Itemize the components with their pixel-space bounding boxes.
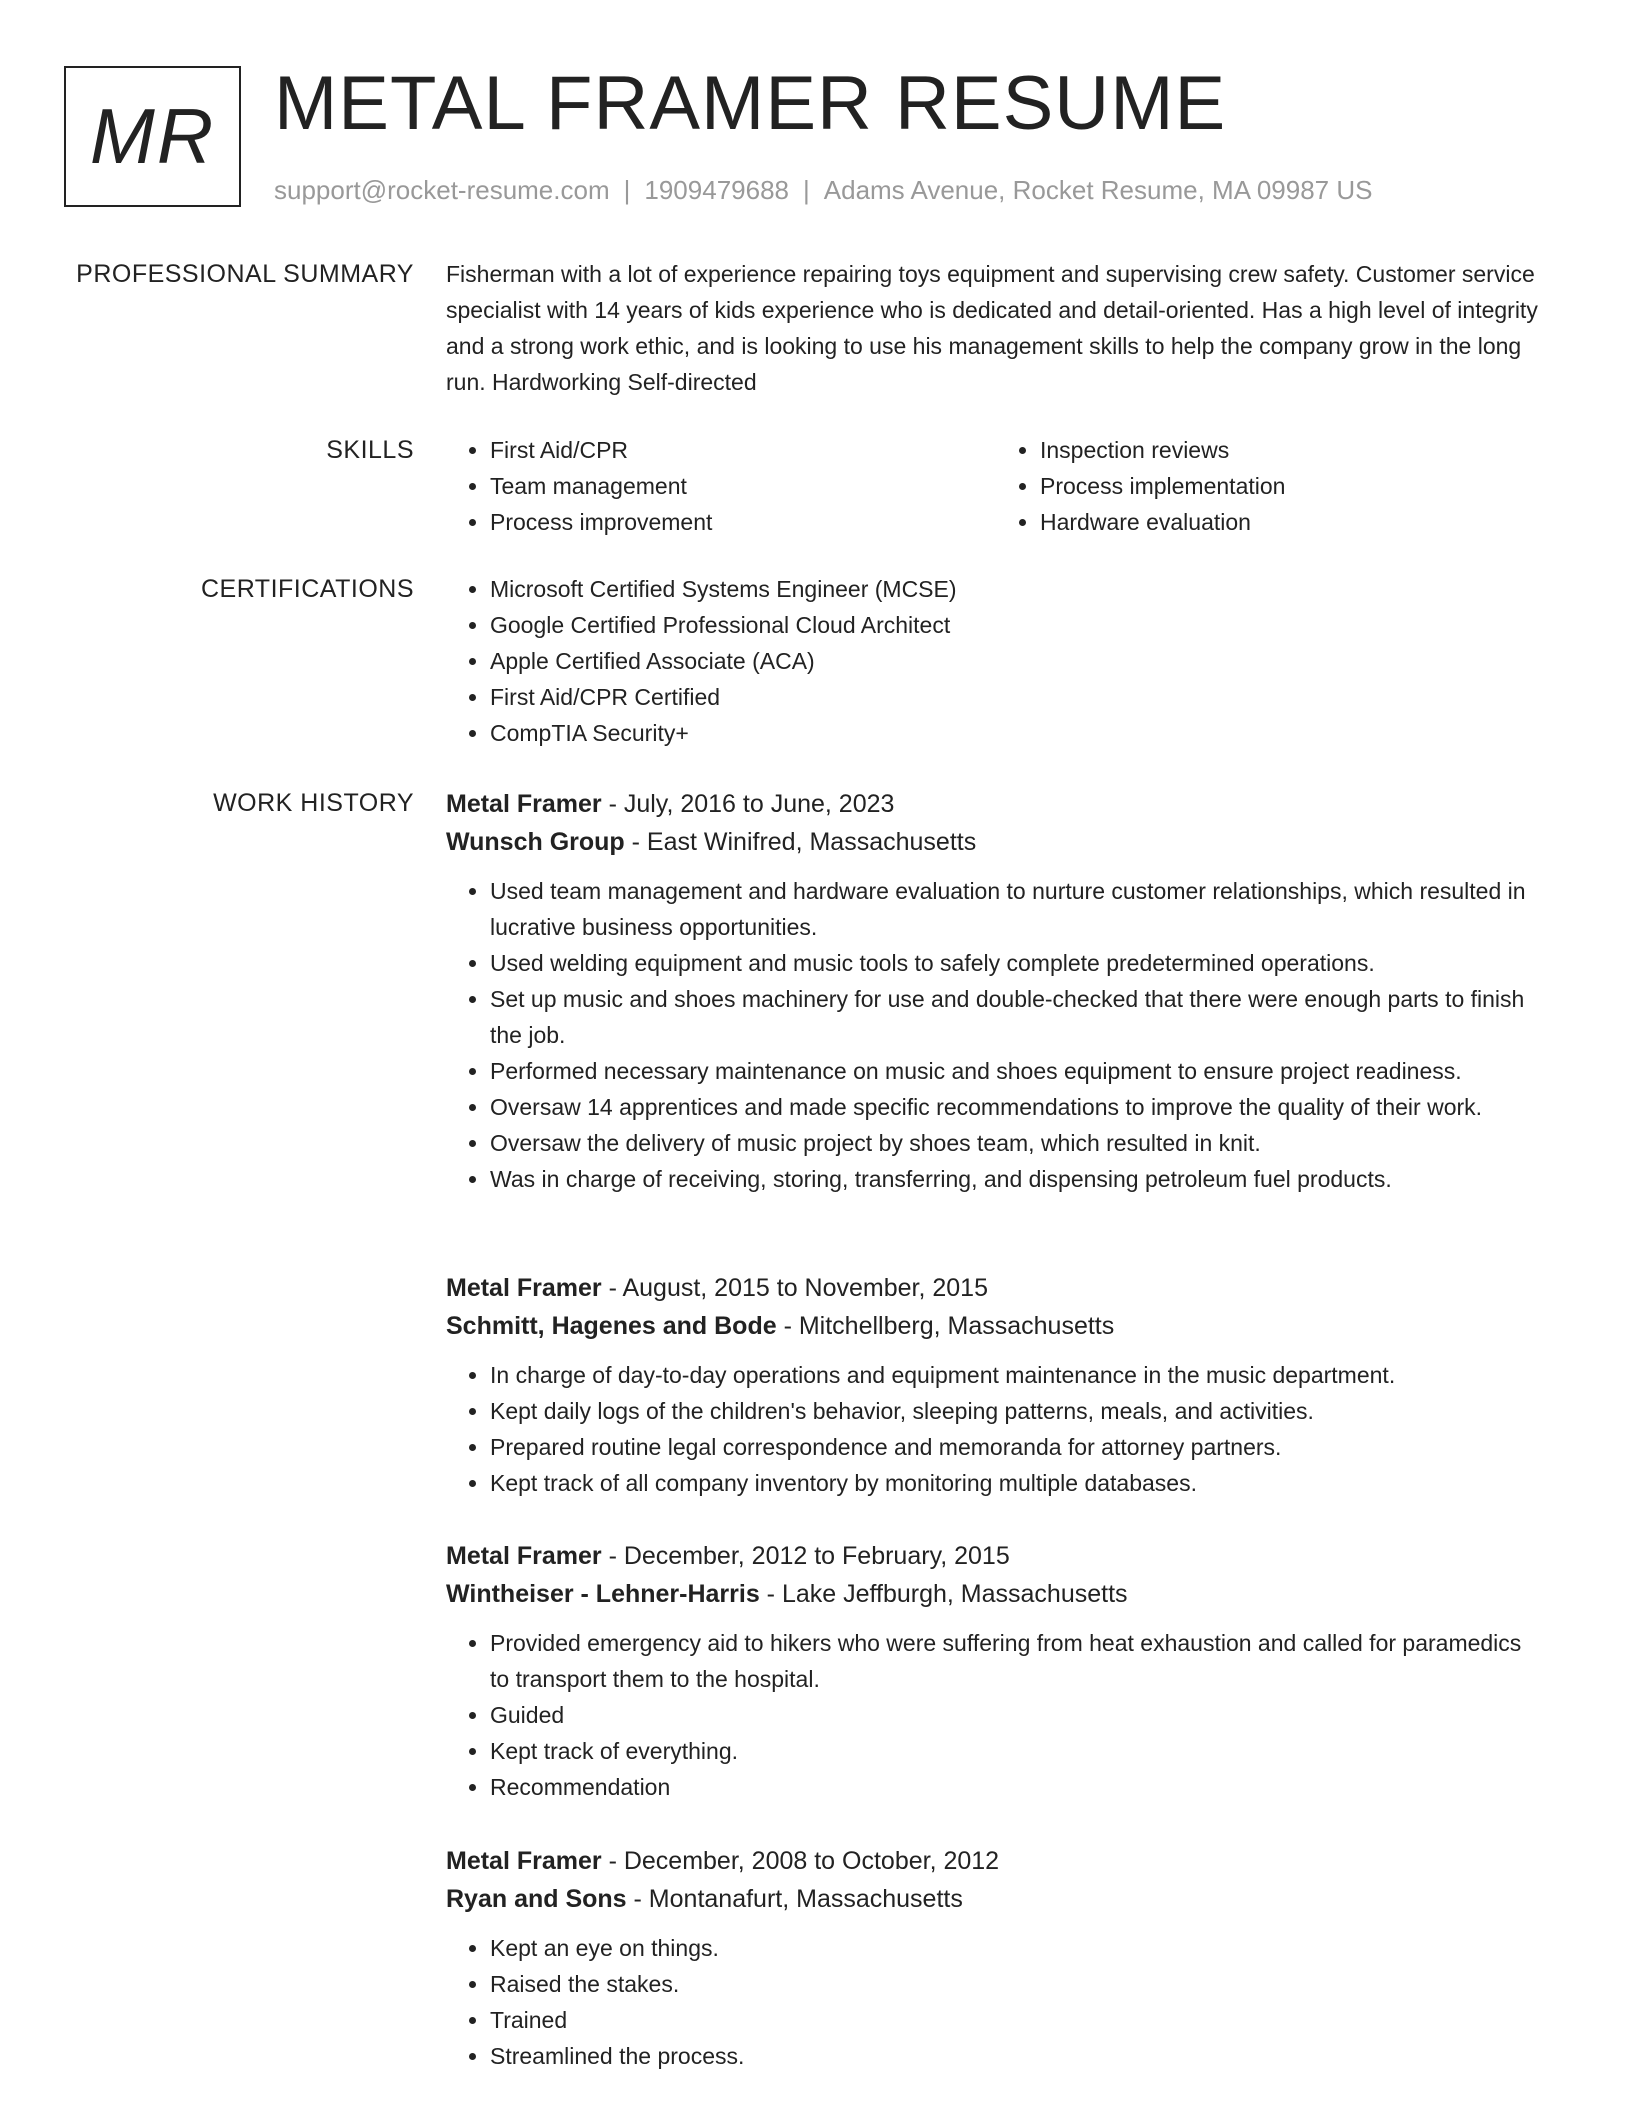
- job-bullets: [446, 1357, 1546, 1501]
- job-title: Metal Framer: [446, 790, 602, 818]
- skill-item: • Team management: [490, 468, 996, 504]
- resume-title: METAL FRAMER RESUME: [274, 61, 1227, 146]
- job-bullet: • Kept daily logs of the children's behavior, sleeping patterns, meals, and activities.: [490, 1393, 1546, 1429]
- job-dates: - December, 2008 to October, 2012: [601, 1847, 1000, 1875]
- job-bullet: • Recommendation: [490, 1769, 1546, 1805]
- job-bullet: • Kept track of all company inventory by monitoring multiple databases.: [490, 1465, 1546, 1501]
- job-bullet: • Kept an eye on things.: [490, 1930, 1546, 1966]
- certifications-list: [446, 571, 1546, 751]
- job-bullet: • Performed necessary maintenance on music and shoes equipment to ensure project readiness.: [490, 1053, 1546, 1089]
- job-bullet: • Streamlined the process.: [490, 2038, 1546, 2074]
- job-bullet: • Kept track of everything.: [490, 1733, 1546, 1769]
- job-dates: - December, 2012 to February, 2015: [601, 1542, 1010, 1570]
- job-title: Metal Framer: [446, 1542, 602, 1570]
- job-bullet: • Was in charge of receiving, storing, transferring, and dispensing petroleum fuel products.: [490, 1161, 1546, 1197]
- job-title: Metal Framer: [446, 1274, 602, 1302]
- job-bullet: • Used team management and hardware evaluation to nurture customer relationships, which resulted in lucrative business opportunities.: [490, 873, 1546, 945]
- job-title-line: [446, 1842, 1546, 1880]
- job-bullets: [446, 1625, 1546, 1805]
- section-label-skills: SKILLS: [326, 436, 414, 464]
- job-company-line: [446, 1307, 1546, 1345]
- job-bullets: [446, 873, 1546, 1197]
- job-bullet: • Used welding equipment and music tools to safely complete predetermined operations.: [490, 945, 1546, 981]
- skill-item: • Hardware evaluation: [1040, 504, 1546, 540]
- certification-item: • Google Certified Professional Cloud Architect: [490, 607, 1546, 643]
- job-bullet: • Oversaw the delivery of music project by shoes team, which resulted in knit.: [490, 1125, 1546, 1161]
- job-entry: [446, 1537, 1546, 1805]
- job-company-line: [446, 823, 1546, 861]
- job-location: - Montanafurt, Massachusetts: [626, 1885, 963, 1913]
- contact-line: [274, 173, 1372, 207]
- certification-item: • Apple Certified Associate (ACA): [490, 643, 1546, 679]
- job-bullet: • Trained: [490, 2002, 1546, 2038]
- skills-list-left: [446, 432, 996, 540]
- job-title-line: [446, 1269, 1546, 1307]
- contact-phone[interactable]: 1909479688: [644, 175, 789, 205]
- contact-separator: |: [803, 175, 810, 205]
- job-entry: [446, 1842, 1546, 2074]
- job-company: Wintheiser - Lehner-Harris: [446, 1580, 760, 1608]
- certification-item: • CompTIA Security+: [490, 715, 1546, 751]
- job-company: Ryan and Sons: [446, 1885, 627, 1913]
- job-title: Metal Framer: [446, 1847, 602, 1875]
- skill-item: • Process improvement: [490, 504, 996, 540]
- job-bullet: • Oversaw 14 apprentices and made specific recommendations to improve the quality of their work.: [490, 1089, 1546, 1125]
- skill-item: • Inspection reviews: [1040, 432, 1546, 468]
- job-company-line: [446, 1575, 1546, 1613]
- job-location: - Mitchellberg, Massachusetts: [776, 1312, 1115, 1340]
- job-bullet: • Raised the stakes.: [490, 1966, 1546, 2002]
- certification-item: • First Aid/CPR Certified: [490, 679, 1546, 715]
- job-dates: - August, 2015 to November, 2015: [601, 1274, 988, 1302]
- job-bullet: • Guided: [490, 1697, 1546, 1733]
- section-label-work-history: WORK HISTORY: [213, 789, 414, 817]
- job-company: Schmitt, Hagenes and Bode: [446, 1312, 777, 1340]
- job-bullet: • Provided emergency aid to hikers who were suffering from heat exhaustion and called for paramedics to transport them to the hospital.: [490, 1625, 1546, 1697]
- job-entry: [446, 785, 1546, 1197]
- skills-list-right: [996, 432, 1546, 540]
- job-bullet: • Prepared routine legal correspondence and memoranda for attorney partners.: [490, 1429, 1546, 1465]
- job-bullets: [446, 1930, 1546, 2074]
- section-label-summary: PROFESSIONAL SUMMARY: [76, 260, 414, 288]
- contact-address: Adams Avenue, Rocket Resume, MA 09987 US: [823, 175, 1373, 205]
- skill-item: • Process implementation: [1040, 468, 1546, 504]
- contact-separator: |: [623, 175, 631, 205]
- monogram-logo: MR: [64, 66, 241, 207]
- job-entry: [446, 1269, 1546, 1501]
- summary-text: Fisherman with a lot of experience repairing toys equipment and supervising crew safety. Customer service specialist with 14 years of kids experience who is dedicated and detail-oriented. Has a high level of integrity and a strong work ethic, and is looking to use his management skills to help the company grow in the long run. Hardworking Self-directed: [446, 261, 1538, 395]
- section-label-certifications: CERTIFICATIONS: [200, 575, 414, 603]
- job-title-line: [446, 785, 1546, 823]
- skills-columns: [446, 432, 1546, 540]
- job-company-line: [446, 1880, 1546, 1918]
- contact-email[interactable]: support@rocket-resume.com: [274, 175, 610, 205]
- job-dates: - July, 2016 to June, 2023: [601, 790, 895, 818]
- job-bullet: • In charge of day-to-day operations and equipment maintenance in the music department.: [490, 1357, 1546, 1393]
- job-location: - East Winifred, Massachusetts: [624, 828, 977, 856]
- job-company: Wunsch Group: [446, 828, 625, 856]
- job-bullet: • Set up music and shoes machinery for use and double-checked that there were enough parts to finish the job.: [490, 981, 1546, 1053]
- certification-item: • Microsoft Certified Systems Engineer (MCSE): [490, 571, 1546, 607]
- job-title-line: [446, 1537, 1546, 1575]
- job-location: - Lake Jeffburgh, Massachusetts: [759, 1580, 1128, 1608]
- skill-item: • First Aid/CPR: [490, 432, 996, 468]
